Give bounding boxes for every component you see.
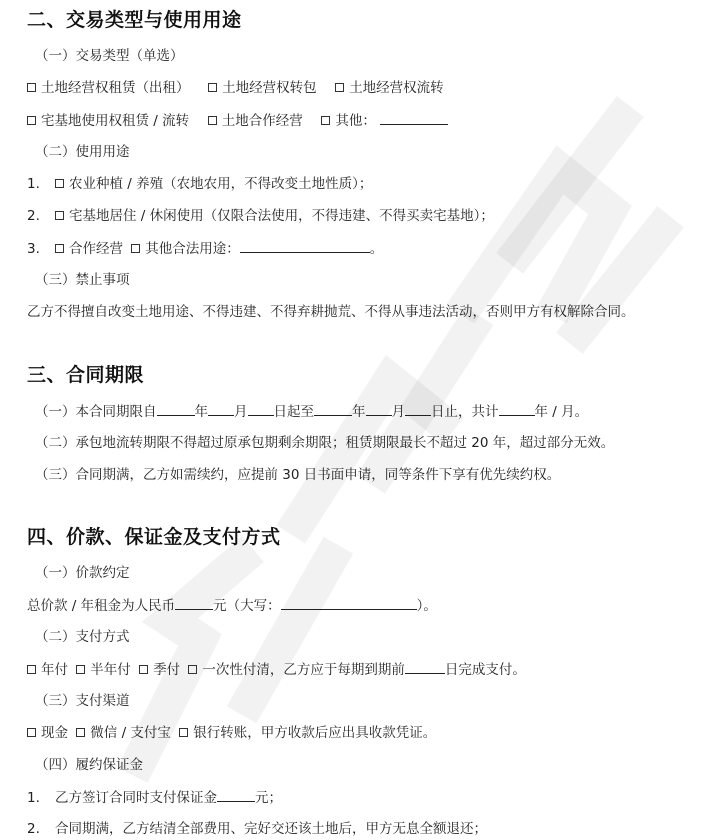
section-4-title: 四、价款、保证金及支付方式: [27, 526, 281, 548]
price-line: 总价款 / 年租金为人民币 元（大写： ）。: [27, 598, 437, 614]
transaction-type-row-1: 土地经营权租赁（出租） 土地经营权转包 土地经营权流转: [27, 79, 444, 97]
checkbox-lease[interactable]: [27, 83, 36, 92]
checkbox-farming[interactable]: [55, 179, 64, 188]
blank-end-month[interactable]: [366, 402, 392, 416]
section-2-sub-3: （三）禁止事项: [35, 272, 130, 288]
section-4-sub-3: （三）支付渠道: [35, 693, 130, 709]
blank-price-amount[interactable]: [175, 596, 213, 610]
term-line-1: （一）本合同期限自 年 月 日起至 年 月 日止，共计 年 / 月。: [35, 404, 589, 420]
checkbox-cooperation[interactable]: [208, 116, 217, 125]
blank-other-use[interactable]: [240, 239, 370, 253]
payment-channel-line: 现金 微信 / 支付宝 银行转账，甲方收款后应出具收款凭证。: [27, 724, 436, 742]
use-item-1: 1. 农业种植 / 养殖（农地农用，不得改变土地性质）；: [27, 176, 373, 192]
blank-pay-days[interactable]: [405, 660, 445, 674]
blank-price-uppercase[interactable]: [281, 596, 417, 610]
section-4-sub-2: （二）支付方式: [35, 629, 130, 645]
section-4-sub-4: （四）履约保证金: [35, 757, 143, 773]
section-2-sub-1: （一）交易类型（单选）: [35, 48, 184, 64]
blank-start-month[interactable]: [208, 402, 234, 416]
checkbox-other-use[interactable]: [131, 244, 140, 253]
blank-start-day[interactable]: [248, 402, 274, 416]
deposit-item-1: 1. 乙方签订合同时支付保证金 元；: [27, 790, 282, 806]
checkbox-residence[interactable]: [55, 211, 64, 220]
term-line-3: （三）合同期满，乙方如需续约，应提前 30 日书面申请，同等条件下享有优先续约权。: [35, 467, 561, 483]
blank-end-year[interactable]: [314, 402, 352, 416]
transaction-type-row-2: 宅基地使用权租赁 / 流转 土地合作经营 其他：: [27, 111, 448, 130]
term-line-2: （二）承包地流转期限不得超过原承包期剩余期限；租赁期限最长不超过 20 年，超过部分无效。: [35, 435, 615, 451]
blank-other-type[interactable]: [380, 111, 448, 125]
blank-start-year[interactable]: [157, 402, 195, 416]
blank-end-day[interactable]: [405, 402, 431, 416]
section-4-sub-1: （一）价款约定: [35, 565, 130, 581]
checkbox-subcontract[interactable]: [208, 83, 217, 92]
checkbox-cash[interactable]: [27, 728, 36, 737]
checkbox-bank-transfer[interactable]: [179, 728, 188, 737]
checkbox-pay-once[interactable]: [188, 665, 197, 674]
payment-method-line: 年付 半年付 季付 一次性付清，乙方应于每期到期前 日完成支付。: [27, 660, 526, 679]
checkbox-cooperative-use[interactable]: [55, 244, 64, 253]
checkbox-wechat-alipay[interactable]: [76, 728, 85, 737]
blank-deposit-amount[interactable]: [217, 788, 255, 802]
use-item-3: 3. 合作经营 其他合法用途： 。: [27, 241, 384, 257]
section-2-sub-2: （二）使用用途: [35, 144, 130, 160]
deposit-item-2: 2. 合同期满，乙方结清全部费用、完好交还该土地后，甲方无息全额退还；: [27, 821, 487, 837]
prohibition-text: 乙方不得擅自改变土地用途、不得违建、不得弃耕抛荒、不得从事违法活动，否则甲方有权解除合同。: [27, 304, 635, 320]
checkbox-other[interactable]: [321, 116, 330, 125]
checkbox-homestead[interactable]: [27, 116, 36, 125]
use-item-2: 2. 宅基地居住 / 休闲使用（仅限合法使用，不得违建、不得买卖宅基地）；: [27, 208, 494, 224]
checkbox-pay-quarterly[interactable]: [139, 665, 148, 674]
checkbox-transfer[interactable]: [335, 83, 344, 92]
section-2-title: 二、交易类型与使用用途: [27, 9, 242, 31]
blank-total-term[interactable]: [499, 402, 535, 416]
checkbox-pay-half-yearly[interactable]: [76, 665, 85, 674]
section-3-title: 三、合同期限: [27, 364, 145, 386]
checkbox-pay-yearly[interactable]: [27, 665, 36, 674]
